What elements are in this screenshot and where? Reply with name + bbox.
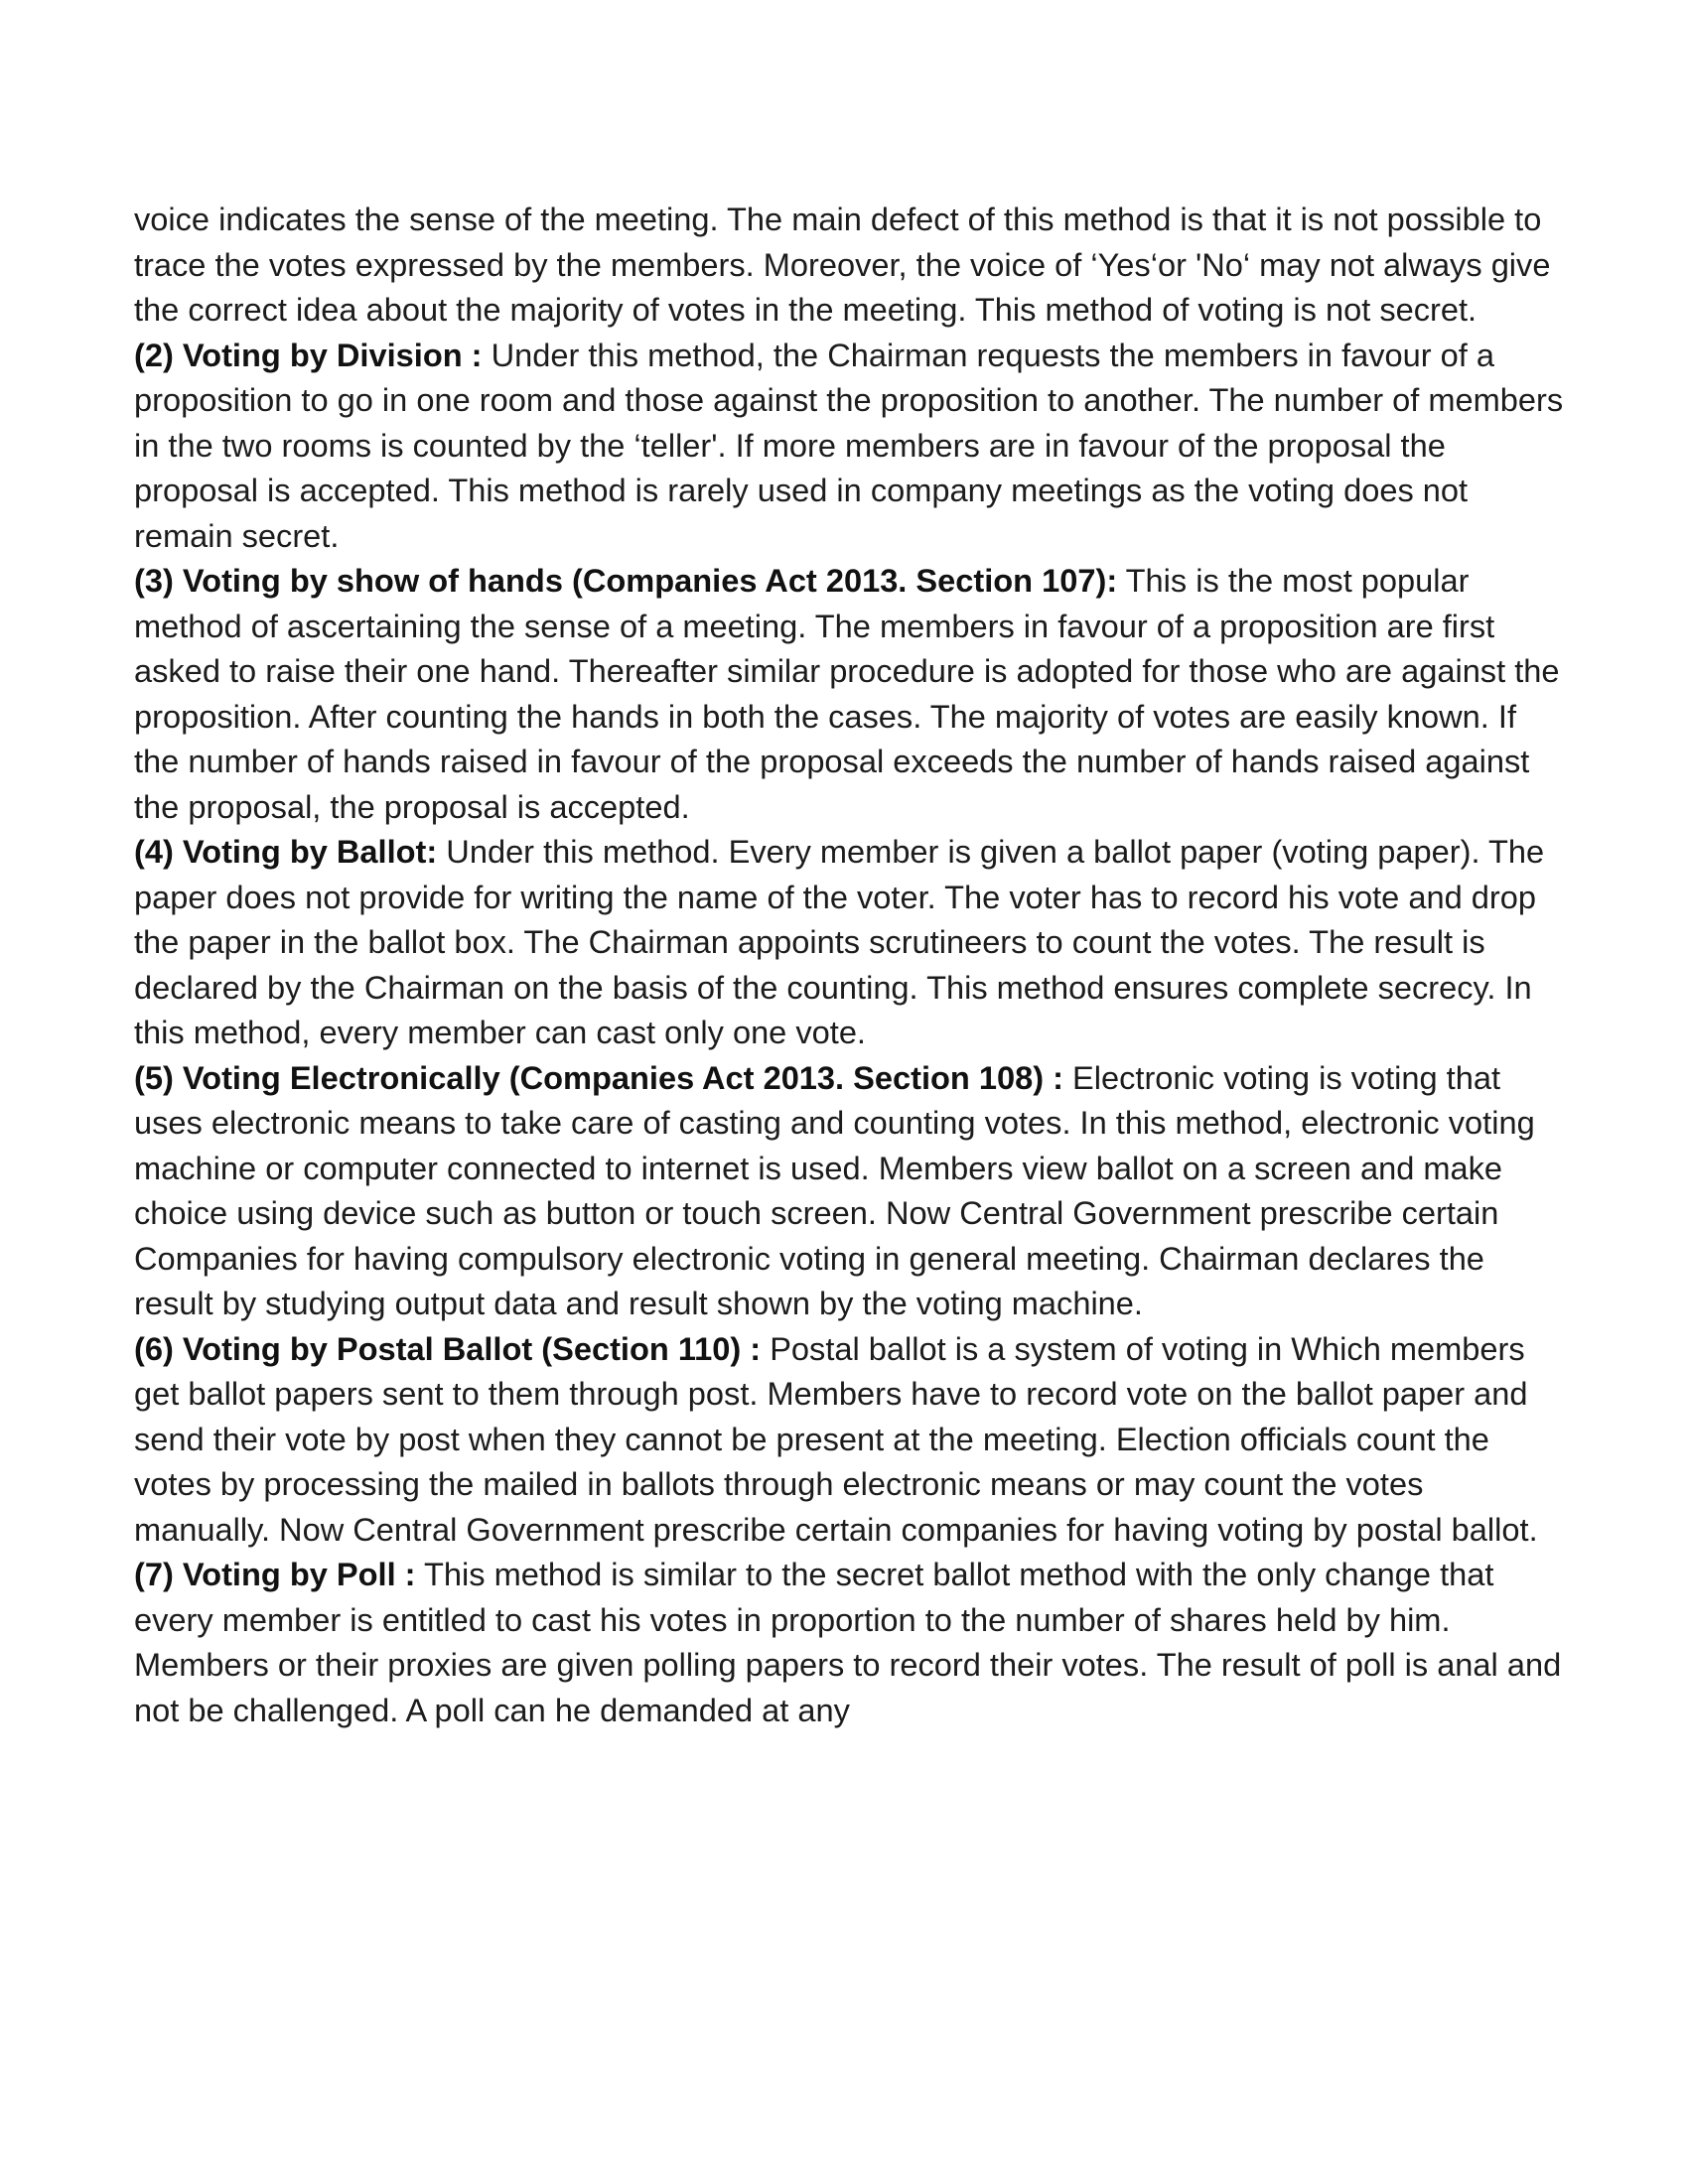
section-heading: (3) Voting by show of hands (Companies Act 2013. Section 107):: [134, 562, 1118, 599]
section-voting-by-ballot: [134, 829, 1564, 1055]
section-heading: (2) Voting by Division :: [134, 336, 483, 373]
document-page: [134, 197, 1564, 1732]
section-heading: (7) Voting by Poll :: [134, 1556, 416, 1592]
section-heading: (4) Voting by Ballot:: [134, 833, 438, 870]
section-voting-by-division: [134, 333, 1564, 559]
intro-body: voice indicates the sense of the meeting. The main defect of this method is that it is not possible to trace the votes expressed by the members. Moreover, the voice of ‘Yes‘or 'No‘ may not always give the correct idea about the majority of votes in the meeting. This method of voting is not secret.: [134, 201, 1551, 328]
section-body: Postal ballot is a system of voting in Which members get ballot papers sent to them through post. Members have to record vote on the ballot paper and send their vote by post when they cannot be present at the meeting. Election officials count the votes by processing the mailed in ballots through electronic means or may count the votes manually. Now Central Government prescribe certain companies for having voting by postal ballot.: [134, 1329, 1538, 1548]
section-voting-electronically: [134, 1055, 1564, 1326]
section-heading: (5) Voting Electronically (Companies Act 2013. Section 108) :: [134, 1058, 1063, 1096]
section-heading: (6) Voting by Postal Ballot (Section 110) :: [134, 1329, 762, 1367]
intro-paragraph: [134, 197, 1564, 333]
section-body: This is the most popular method of ascertaining the sense of a meeting. The members in favour of a proposition are first asked to raise their one hand. Thereafter similar procedure is adopted for those who are against the proposition. After counting the hands in both the cases. The majority of votes are easily known. If the number of hands raised in favour of the proposal exceeds the number of hands raised against the proposal, the proposal is accepted.: [134, 562, 1560, 825]
section-voting-by-postal-ballot: [134, 1326, 1564, 1553]
section-body: Electronic voting is voting that uses electronic means to take care of casting and counting votes. In this method, electronic voting machine or computer connected to internet is used. Members view ballot on a screen and make choice using device such as button or touch screen. Now Central Government prescribe certain Companies for having compulsory electronic voting in general meeting. Chairman declares the result by studying output data and result shown by the voting machine.: [134, 1058, 1535, 1321]
section-body: Under this method. Every member is given a ballot paper (voting paper). The paper does not provide for writing the name of the voter. The voter has to record his vote and drop the paper in the ballot box. The Chairman appoints scrutineers to count the votes. The result is declared by the Chairman on the basis of the counting. This method ensures complete secrecy. In this method, every member can cast only one vote.: [134, 833, 1545, 1050]
section-body: Under this method, the Chairman requests the members in favour of a proposition to go in one room and those against the proposition to another. The number of members in the two rooms is counted by the ‘teller'. If more members are in favour of the proposal the proposal is accepted. This method is rarely used in company meetings as the voting does not remain secret.: [134, 336, 1564, 554]
section-voting-by-show-of-hands: [134, 558, 1564, 829]
section-voting-by-poll: [134, 1552, 1564, 1732]
section-body: This method is similar to the secret ballot method with the only change that every member is entitled to cast his votes in proportion to the number of shares held by him. Members or their proxies are given polling papers to record their votes. The result of poll is anal and not be challenged. A poll can he demanded at any: [134, 1556, 1562, 1728]
